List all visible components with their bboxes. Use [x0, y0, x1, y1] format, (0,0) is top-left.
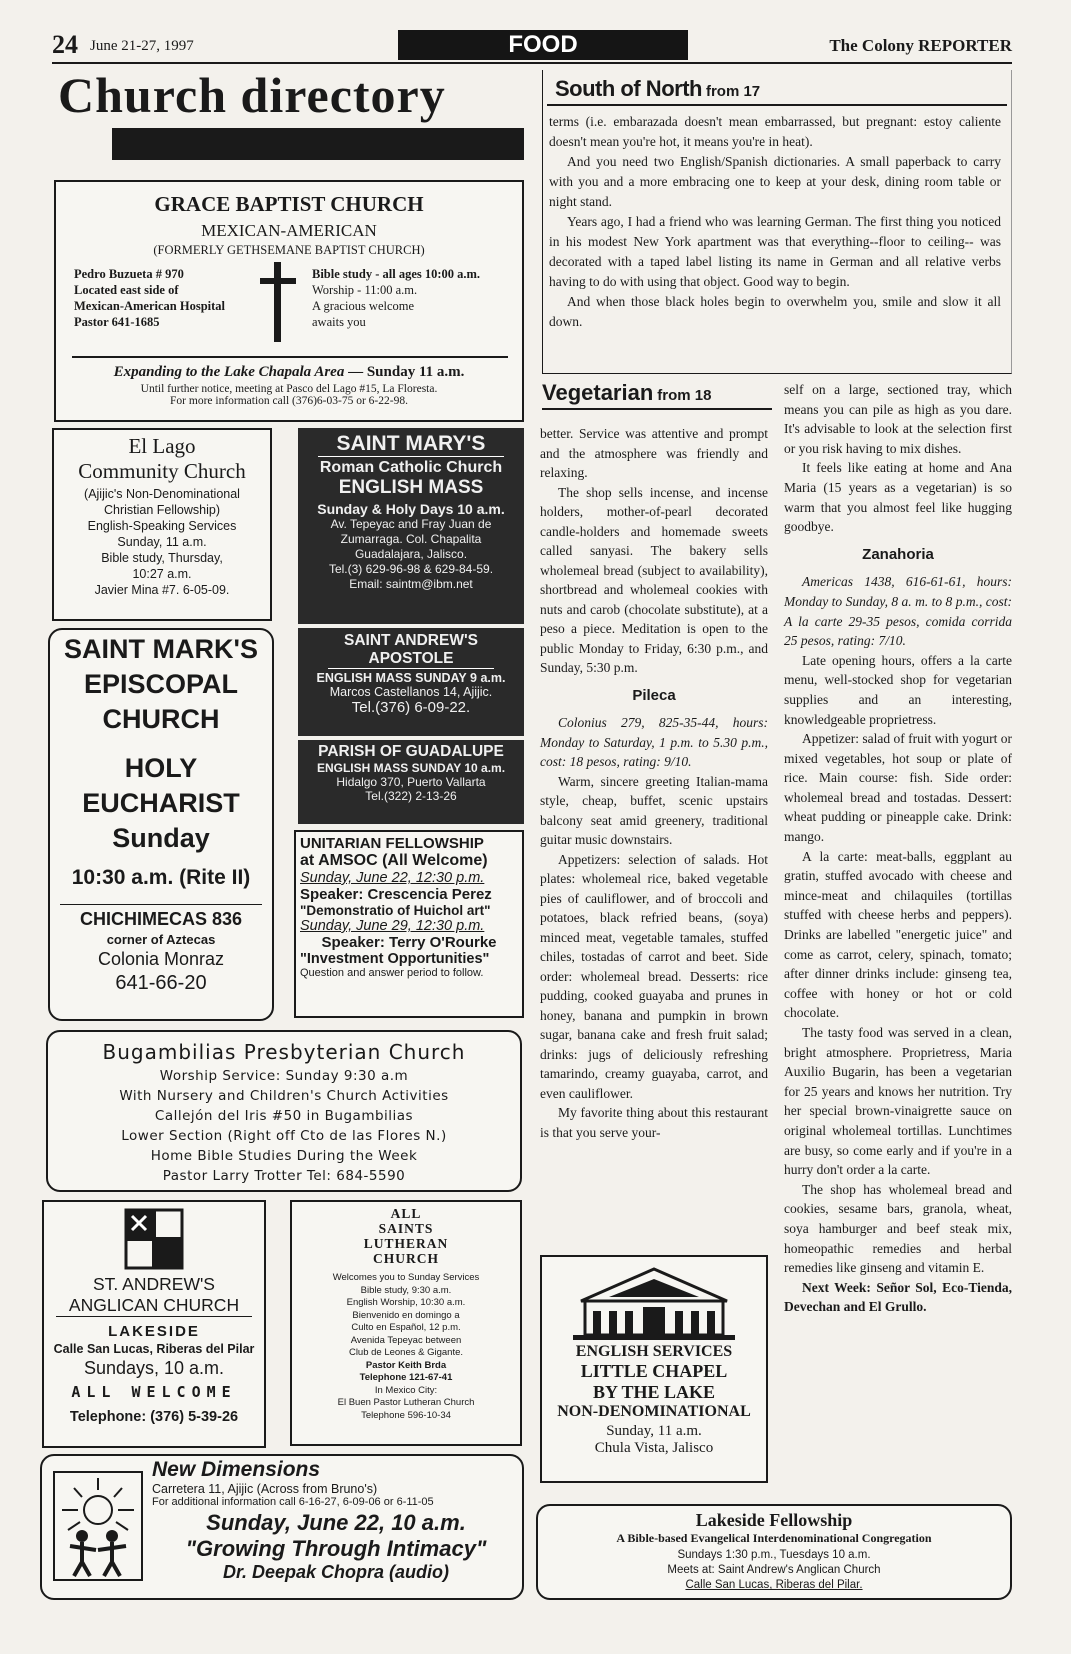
cross-icon: [260, 262, 296, 342]
chapel-icon: [569, 1265, 739, 1341]
section-title: FOOD: [508, 31, 578, 58]
grace-right-info: Bible study - all ages 10:00 a.m. Worship - 11:00 a.m. A gracious welcome awaits you: [312, 267, 481, 329]
title-text: Church directory: [58, 67, 446, 123]
bugambilias-ad: Bugambilias Presbyterian Church Worship Service: Sunday 9:30 a.m With Nursery and Children's Church Activities Callejón del Iris #50 in Bugambilias Lower Section (Right off Cto de las Flores N.) Home Bible Studies During the Week Pastor Larry Trotter Tel: 684-5590: [46, 1030, 522, 1192]
church-name: GRACE BAPTIST CHURCH: [154, 192, 424, 216]
section-bar: [398, 30, 688, 60]
issue-date: June 21-27, 1997: [90, 38, 194, 54]
article-heading: South of North from 17: [547, 70, 1007, 106]
article-paragraph: And when those black holes begin to overwhelm you, smile and slow it all down.: [549, 294, 1001, 329]
all-saints-ad: ALL SAINTS LUTHERAN CHURCH Welcomes you to Sunday Services Bible study, 9:30 a.m. English Worship, 10:30 a.m. Bienvenido en domingo a Culto en Español, 12 p.m. Avenida Tepeyac between Club de Leones & Gigante. Pastor Keith Brda Telephone 121-67-41 In Mexico City: El Buen Pastor Lutheran Church Telephone 596-10-34: [290, 1200, 522, 1446]
st-andrews-anglican-ad: ST. ANDREW'S ANGLICAN CHURCH LAKESIDE Calle San Lucas, Riberas del Pilar Sundays, 10 a.m. ALL WELCOME Telephone: (376) 5-39-26: [42, 1200, 266, 1448]
article-paragraph: terms (i.e. embarazada doesn't mean embarrassed, but pregnant: estoy caliente doesn't mean you're hot, it means you're in heat).: [549, 114, 1001, 149]
new-dimensions-ad: New Dimensions Carretera 11, Ajijic (Across from Bruno's) For additional information call 6-16-27, 6-09-06 or 6-11-05 Sunday, June 22, 10 a.m. "Growing Through Intimacy" Dr. Deepak Chopra (audio): [40, 1454, 524, 1600]
unitarian-ad: UNITARIAN FELLOWSHIP at AMSOC (All Welcome) Sunday, June 22, 12:30 p.m. Speaker: Crescencia Perez "Demonstratio of Huichol art" Sunday, June 29, 12:30 p.m. Speaker: Terry O'Rourke "Investment Opportunities" Question and answer period to follow.: [294, 830, 524, 1018]
saint-marys-ad: SAINT MARY'S Roman Catholic Church ENGLISH MASS Sunday & Holy Days 10 a.m. Av. Tepeyac and Fray Juan de Zumarraga. Col. Chapalita Guadalajara, Jalisco. Tel.(3) 629-96-98 & 629-84-59. Email: saintm@ibm.net: [298, 428, 524, 624]
grace-left-info: Pedro Buzueta # 970 Located east side of Mexican-American Hospital Pastor 641-1685: [74, 267, 226, 329]
anglican-shield-icon: [124, 1208, 184, 1270]
vegetarian-column-1: better. Service was attentive and prompt and the atmosphere was friendly and relaxing. The shop sells incense, and incense holders, mother-of-pearl decorated candle-holders and homemade sweets called sanyasi. The bakery sells wholemeal bread (subject to availability), shortbread and wholemeal cookies with nuts and carob (chocolate substitute), at a peso a piece. Meditation is open to the public Monday to Friday, 6:30 p.m., and Sunday, 5:30 p.m. Pileca Colonius 279, 825-35-44, hours: Monday to Saturday, 1 p.m. to 5.30 p.m., cost: 18 pesos, rating: 9/10. Warm, sincere greeting Italian-mama style, cheap, buffet, scenic upstairs balcony seat amid greenery, traditional guitar music downstairs. Appetizers: selection of salads. Hot plates: wholemeal rice, baked vegetable pies of cauliflower, and of broccoli and potatoes, black refried beans, (soya) minced meat, vegetable tamales, stuffed chiles, tostadas of carrot and beet. Side order: wholemeal bread. Desserts: rice pudding, cooked guayaba and prunes in honey, banana and pumpkin in brown sugar, banana cake and fresh fruit salad; drinks: jugs of deliciously refreshing tamarindo, creamy guayaba, carrot, and even cauliflower. My favorite thing about this restaurant is that you serve your-: [540, 426, 768, 1140]
saint-andrews-apostole-ad: SAINT ANDREW'S APOSTOLE ENGLISH MASS SUNDAY 9 a.m. Marcos Castellanos 14, Ajijic. Tel.(376) 6-09-22.: [298, 628, 524, 736]
zanahoria-info: Americas 1438, 616-61-61, hours: Monday to Sunday, 8 a. m. to 8 p.m., cost: A la carte 29-35 pesos, comida corrida 25 pesos, rating: 7/10.: [784, 574, 1012, 649]
notice-line-2: For more information call (376)6-03-75 or 6-22-98.: [170, 395, 408, 407]
expanding-time: Sunday 11 a.m.: [366, 364, 465, 380]
guadalupe-ad: PARISH OF GUADALUPE ENGLISH MASS SUNDAY 10 a.m. Hidalgo 370, Puerto Vallarta Tel.(322) 2-13-26: [298, 740, 524, 824]
south-of-north-article: [542, 70, 1012, 374]
church-subtitle: MEXICAN-AMERICAN: [201, 221, 377, 240]
notice-line-1: Until further notice, meeting at Pasco del Lago #15, La Floresta.: [140, 383, 438, 395]
church-directory-title: [52, 64, 527, 164]
paper-name: The Colony REPORTER: [829, 36, 1012, 55]
title-bar: [112, 128, 524, 160]
page-header: [52, 28, 1012, 64]
vegetarian-column-2: self on a large, sectioned tray, which means you can pile as high as you dare. It's advisable to look at the selection first or you risk having to mix dishes. It feels like eating at home and Ana Maria (15 years as a vegetarian) is so warm that you almost feel like hugging goodbye. Zanahoria Americas 1438, 616-61-61, hours: Monday to Sunday, 8 a. m. to 8 p.m., cost: A la carte 29-35 pesos, comida corrida 25 pesos, rating: 7/10. Late opening hours, offers a la carte menu, well-stocked shop for vegetarian supplies and an interesting, knowledgeable proprietress. Appetizer: salad of fruit with yogurt or mixed vegetables, hot soup or plate of rice. Main course: fish. Side order: wholemeal bread and tostadas. Dessert: wheat pudding or pineapple cake. Drink: mango. A la carte: meat-balls, eggplant au gratin, stuffed avocado with cheese and mince-meat and chilaquiles (tortillas stuffed with cheese herbs and peppers). Drinks are labelled "energetic juice" and come as carrot, celery, spinach, tomato; after dinner drinks include: ginseng tea, coffee with honey or hot or cold chocolate. The tasty food was served in a clean, bright atmosphere. Proprietress, Maria Auxilio Bugarin, has been a vegetarian for 25 years and knows her nutrition. Try her special brown-vinaigrette sauce on original wholemeal tortillas. Lunchtimes are busy, so come early and if you're in a hurry don't order a la carte. The shop has wholemeal bread and cookies, sesame bars, granola, wheat, soya hamburger and beef steak mix, homeopathic remedies and herbal remedies like ginseng and vitamin E. Next Week: Señor Sol, Eco-Tienda, Devechan and El Grullo.: [784, 380, 1012, 1317]
page-number: 24: [52, 30, 78, 59]
little-chapel-ad: ENGLISH SERVICES LITTLE CHAPEL BY THE LAKE NON-DENOMINATIONAL Sunday, 11 a.m. Chula Vista, Jalisco: [540, 1255, 768, 1483]
grace-expanding: Expanding to the Lake Chapala Area — Sunday 11 a.m. Until further notice, meeting at Pasco del Lago #15, La Floresta. For more information call (376)6-03-75 or 6-22-98.: [56, 364, 522, 407]
lakeside-fellowship-ad: Lakeside Fellowship A Bible-based Evangelical Interdenominational Congregation Sundays 1:30 p.m., Tuesdays 10 a.m. Meets at: Saint Andrew's Anglican Church Calle San Lucas, Riberas del Pilar.: [536, 1504, 1012, 1600]
vegetarian-heading: Vegetarian from 18: [542, 380, 772, 410]
zanahoria-heading: Zanahoria: [862, 545, 934, 563]
sun-children-icon: [52, 1470, 144, 1582]
grace-divider: [72, 356, 508, 358]
expanding-text: Expanding to the Lake Chapala Area: [113, 364, 345, 380]
article-paragraph: And you need two English/Spanish dictionaries. A small paperback to carry with you and a more embracing one to keep at your desk, dining room table or night stand.: [549, 154, 1001, 209]
article-paragraph: Years ago, I had a friend who was learning German. The first thing you noticed in his modest New York apartment was that everything--floor to ceiling-- was decorated with a taped label listing its name in German and all relative verbs having to do with using that object. Good way to begin.: [549, 214, 1001, 289]
el-lago-ad: El Lago Community Church (Ajijic's Non-Denominational Christian Fellowship) English-Speaking Services Sunday, 11 a.m. Bible study, Thursday, 10:27 a.m. Javier Mina #7. 6-05-09.: [52, 428, 272, 621]
next-week: Next Week: Señor Sol, Eco-Tienda, Devechan and El Grullo.: [784, 1279, 1012, 1315]
grace-baptist-ad: [54, 180, 524, 422]
pileca-heading: Pileca: [632, 686, 676, 704]
saint-marks-ad: SAINT MARK'S EPISCOPAL CHURCH HOLY EUCHARIST Sunday 10:30 a.m. (Rite II) CHICHIMECAS 836 corner of Aztecas Colonia Monraz 641-66-20: [48, 628, 274, 1021]
church-formerly: (FORMERLY GETHSEMANE BAPTIST CHURCH): [153, 243, 425, 257]
pileca-info: Colonius 279, 825-35-44, hours: Monday to Saturday, 1 p.m. to 5.30 p.m., cost: 18 pesos, rating: 9/10.: [540, 715, 768, 769]
